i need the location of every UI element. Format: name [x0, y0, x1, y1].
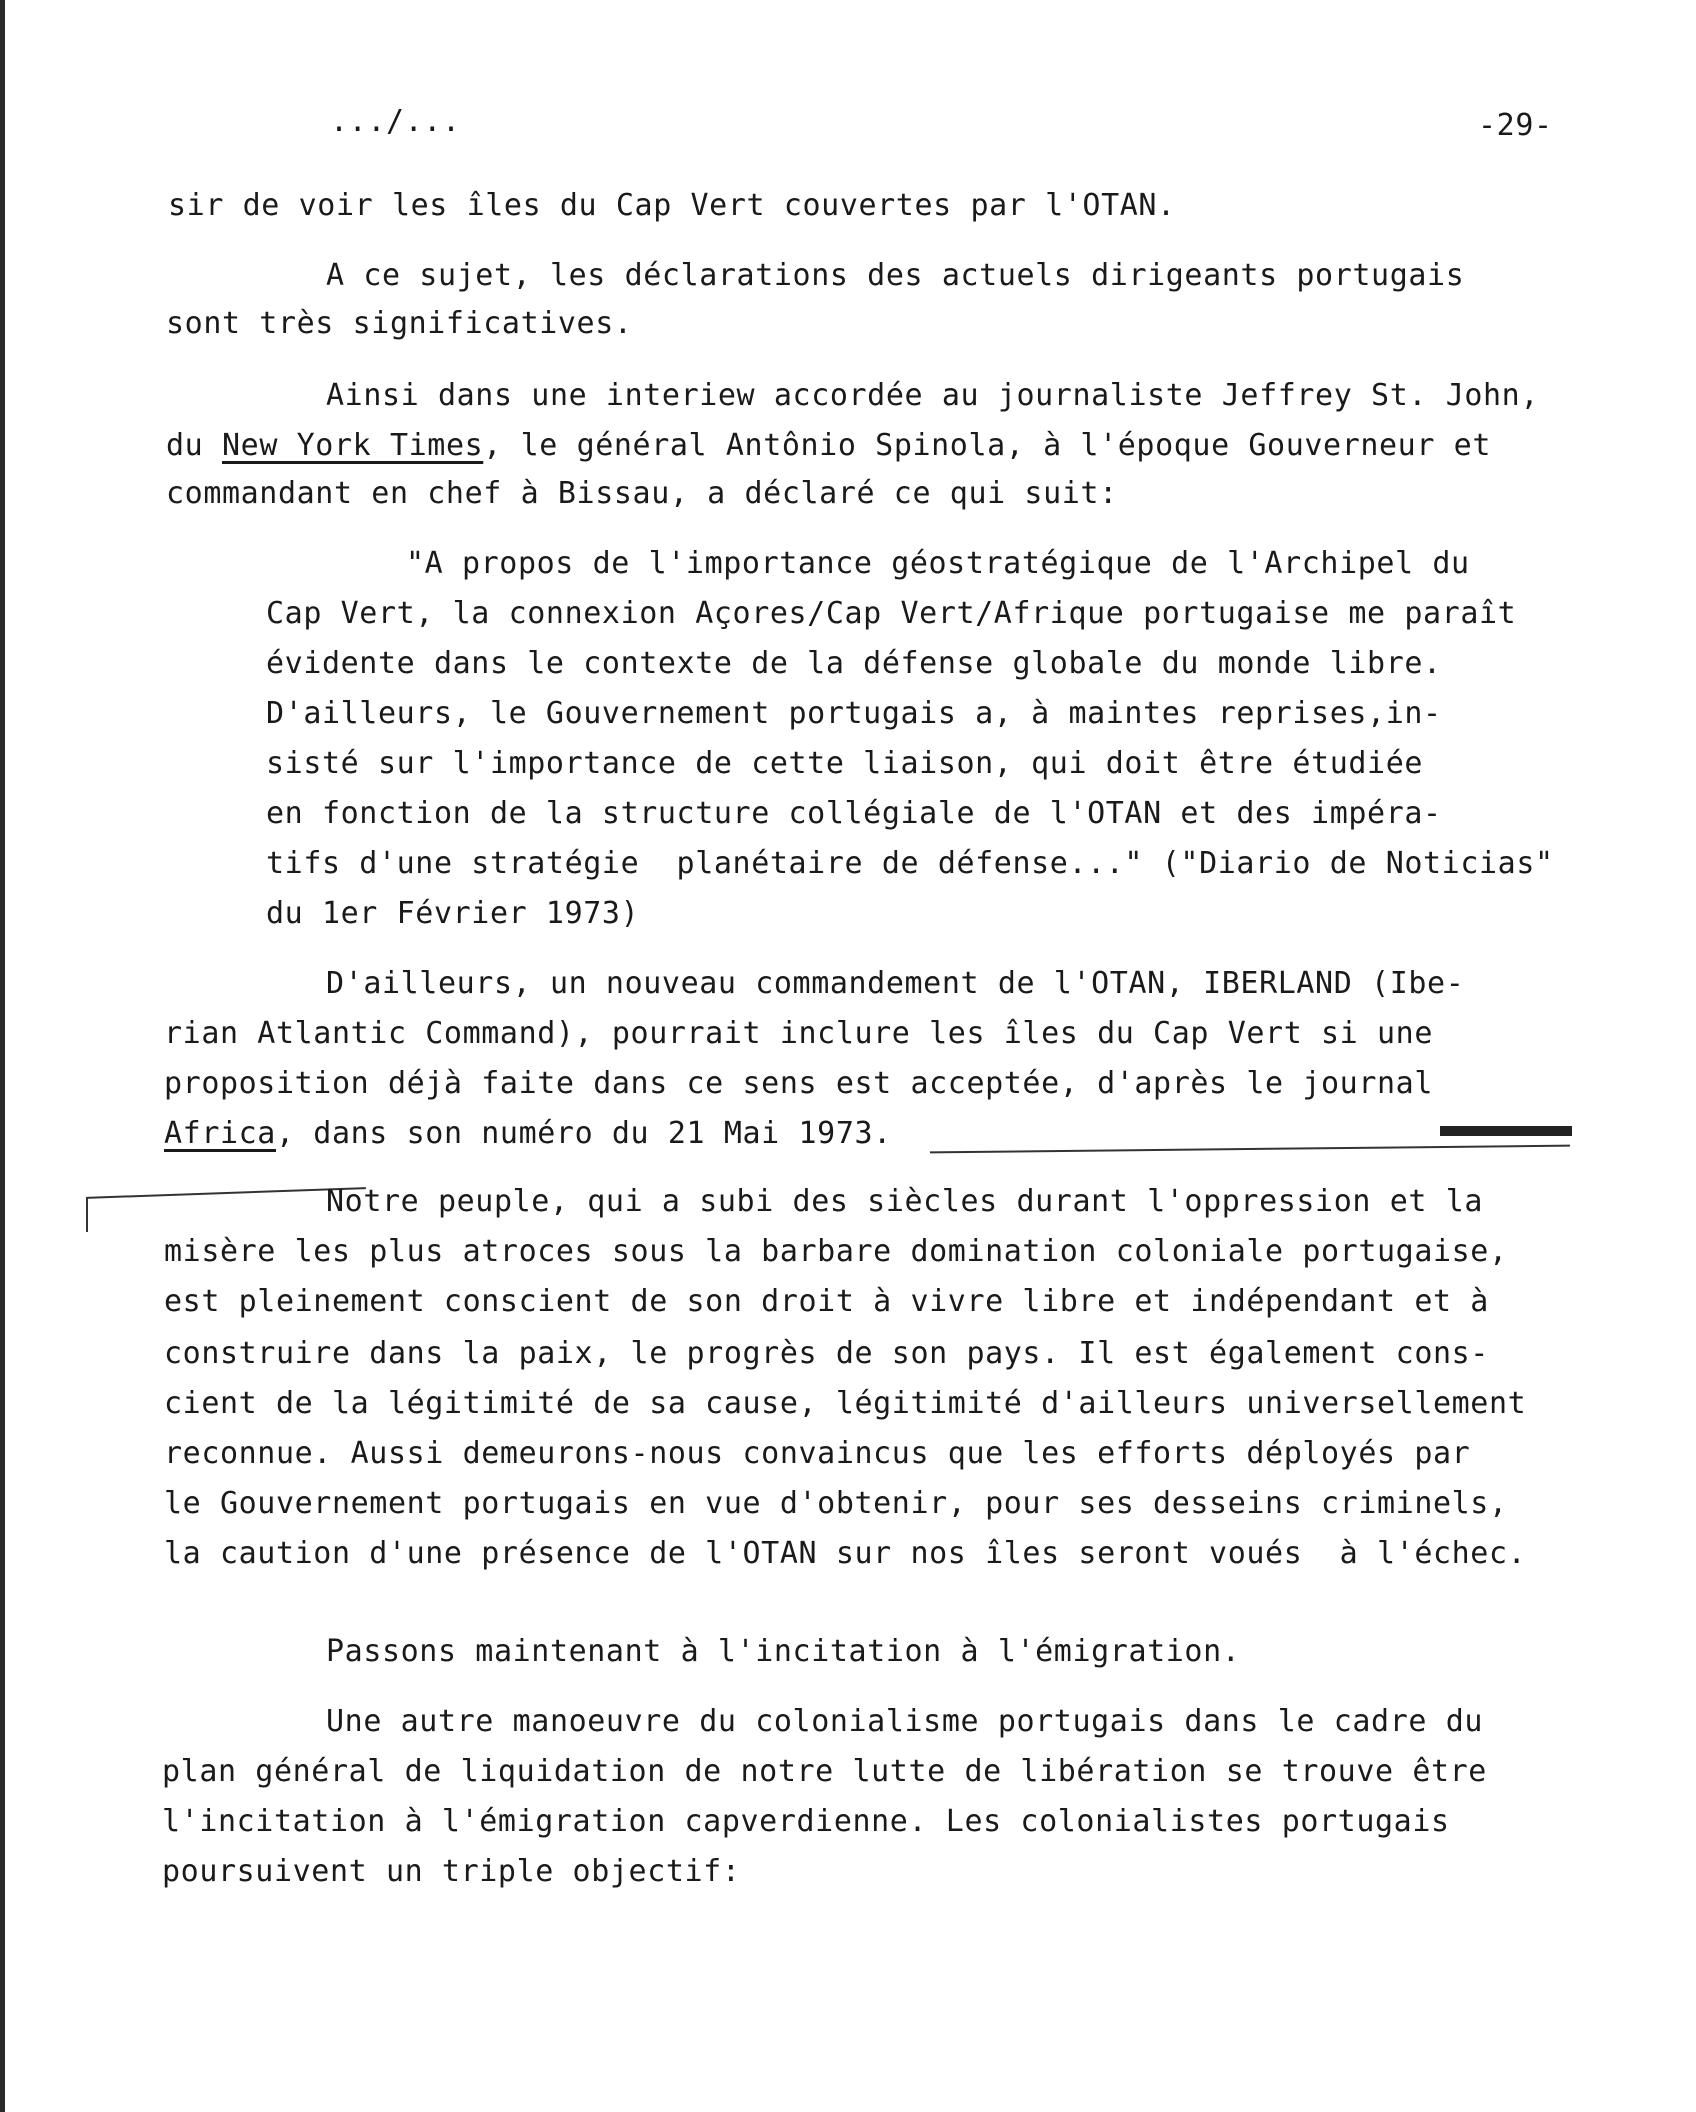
paragraph-line: Passons maintenant à l'incitation à l'émigration. [326, 1634, 1241, 1669]
paragraph-line: Ainsi dans une interiew accordée au journaliste Jeffrey St. John, [326, 378, 1539, 413]
paragraph-line: proposition déjà faite dans ce sens est acceptée, d'après le journal [164, 1066, 1433, 1101]
paragraph-line: commandant en chef à Bissau, a déclaré ce qui suit: [166, 476, 1118, 511]
paragraph-line: Notre peuple, qui a subi des siècles durant l'oppression et la [326, 1184, 1484, 1219]
paragraph-line: misère les plus atroces sous la barbare domination coloniale portugaise, [164, 1234, 1508, 1269]
pen-stroke-end-mark [1440, 1126, 1572, 1136]
paragraph-line: poursuivent un triple objectif: [162, 1854, 741, 1889]
paragraph-line: reconnue. Aussi demeurons-nous convaincus que les efforts déployés par [164, 1436, 1471, 1471]
paragraph-line: D'ailleurs, un nouveau commandement de l'OTAN, IBERLAND (Ibe- [326, 966, 1465, 1001]
paragraph-line [164, 1116, 892, 1152]
paragraph-line: A ce sujet, les déclarations des actuels dirigeants portugais [326, 258, 1465, 293]
quote-line: en fonction de la structure collégiale de l'OTAN et des impéra- [266, 796, 1442, 831]
paragraph-line [166, 428, 1491, 464]
continuation-mark: .../... [330, 104, 461, 139]
paragraph-line: sont très significatives. [166, 306, 633, 341]
quote-line: du 1er Février 1973) [266, 896, 640, 931]
page-number: -29- [1478, 108, 1553, 143]
text-span: , dans son numéro du 21 Mai 1973. [275, 1116, 892, 1151]
scan-page-edge [0, 0, 5, 2112]
paragraph-line: est pleinement conscient de son droit à vivre libre et indépendant et à [164, 1284, 1489, 1319]
paragraph-line: la caution d'une présence de l'OTAN sur nos îles seront voués à l'échec. [164, 1536, 1527, 1571]
quote-line: Cap Vert, la connexion Açores/Cap Vert/Afrique portugaise me paraît [266, 596, 1517, 631]
pen-stroke-mark [86, 1187, 366, 1199]
paragraph-line: plan général de liquidation de notre lutte de libération se trouve être [162, 1754, 1487, 1789]
journal-title-africa: Africa [164, 1116, 276, 1151]
quote-line: D'ailleurs, le Gouvernement portugais a, à maintes reprises,in- [266, 696, 1442, 731]
paragraph-line: rian Atlantic Command), pourrait inclure les îles du Cap Vert si une [164, 1016, 1433, 1051]
paragraph-line: sir de voir les îles du Cap Vert couvertes par l'OTAN. [168, 188, 1176, 223]
paragraph-line: le Gouvernement portugais en vue d'obtenir, pour ses desseins criminels, [164, 1486, 1508, 1521]
margin-tick-mark [86, 1198, 88, 1232]
quote-line: "A propos de l'importance géostratégique de l'Archipel du [406, 546, 1470, 581]
quote-line: tifs d'une stratégie planétaire de défense..." ("Diario de Noticias" [266, 846, 1554, 881]
text-span: , le général Antônio Spinola, à l'époque Gouverneur et [483, 428, 1491, 463]
newspaper-title-new-york-times: New York Times [222, 428, 484, 463]
paragraph-line: l'incitation à l'émigration capverdienne. Les colonialistes portugais [162, 1804, 1450, 1839]
text-span: du [166, 428, 222, 463]
paragraph-line: cient de la légitimité de sa cause, légitimité d'ailleurs universellement [164, 1386, 1527, 1421]
pen-stroke-mark [930, 1145, 1570, 1154]
paragraph-line: construire dans la paix, le progrès de son pays. Il est également cons- [164, 1336, 1489, 1371]
quote-line: évidente dans le contexte de la défense globale du monde libre. [266, 646, 1442, 681]
paragraph-line: Une autre manoeuvre du colonialisme portugais dans le cadre du [326, 1704, 1484, 1739]
quote-line: sisté sur l'importance de cette liaison, qui doit être étudiée [266, 746, 1424, 781]
